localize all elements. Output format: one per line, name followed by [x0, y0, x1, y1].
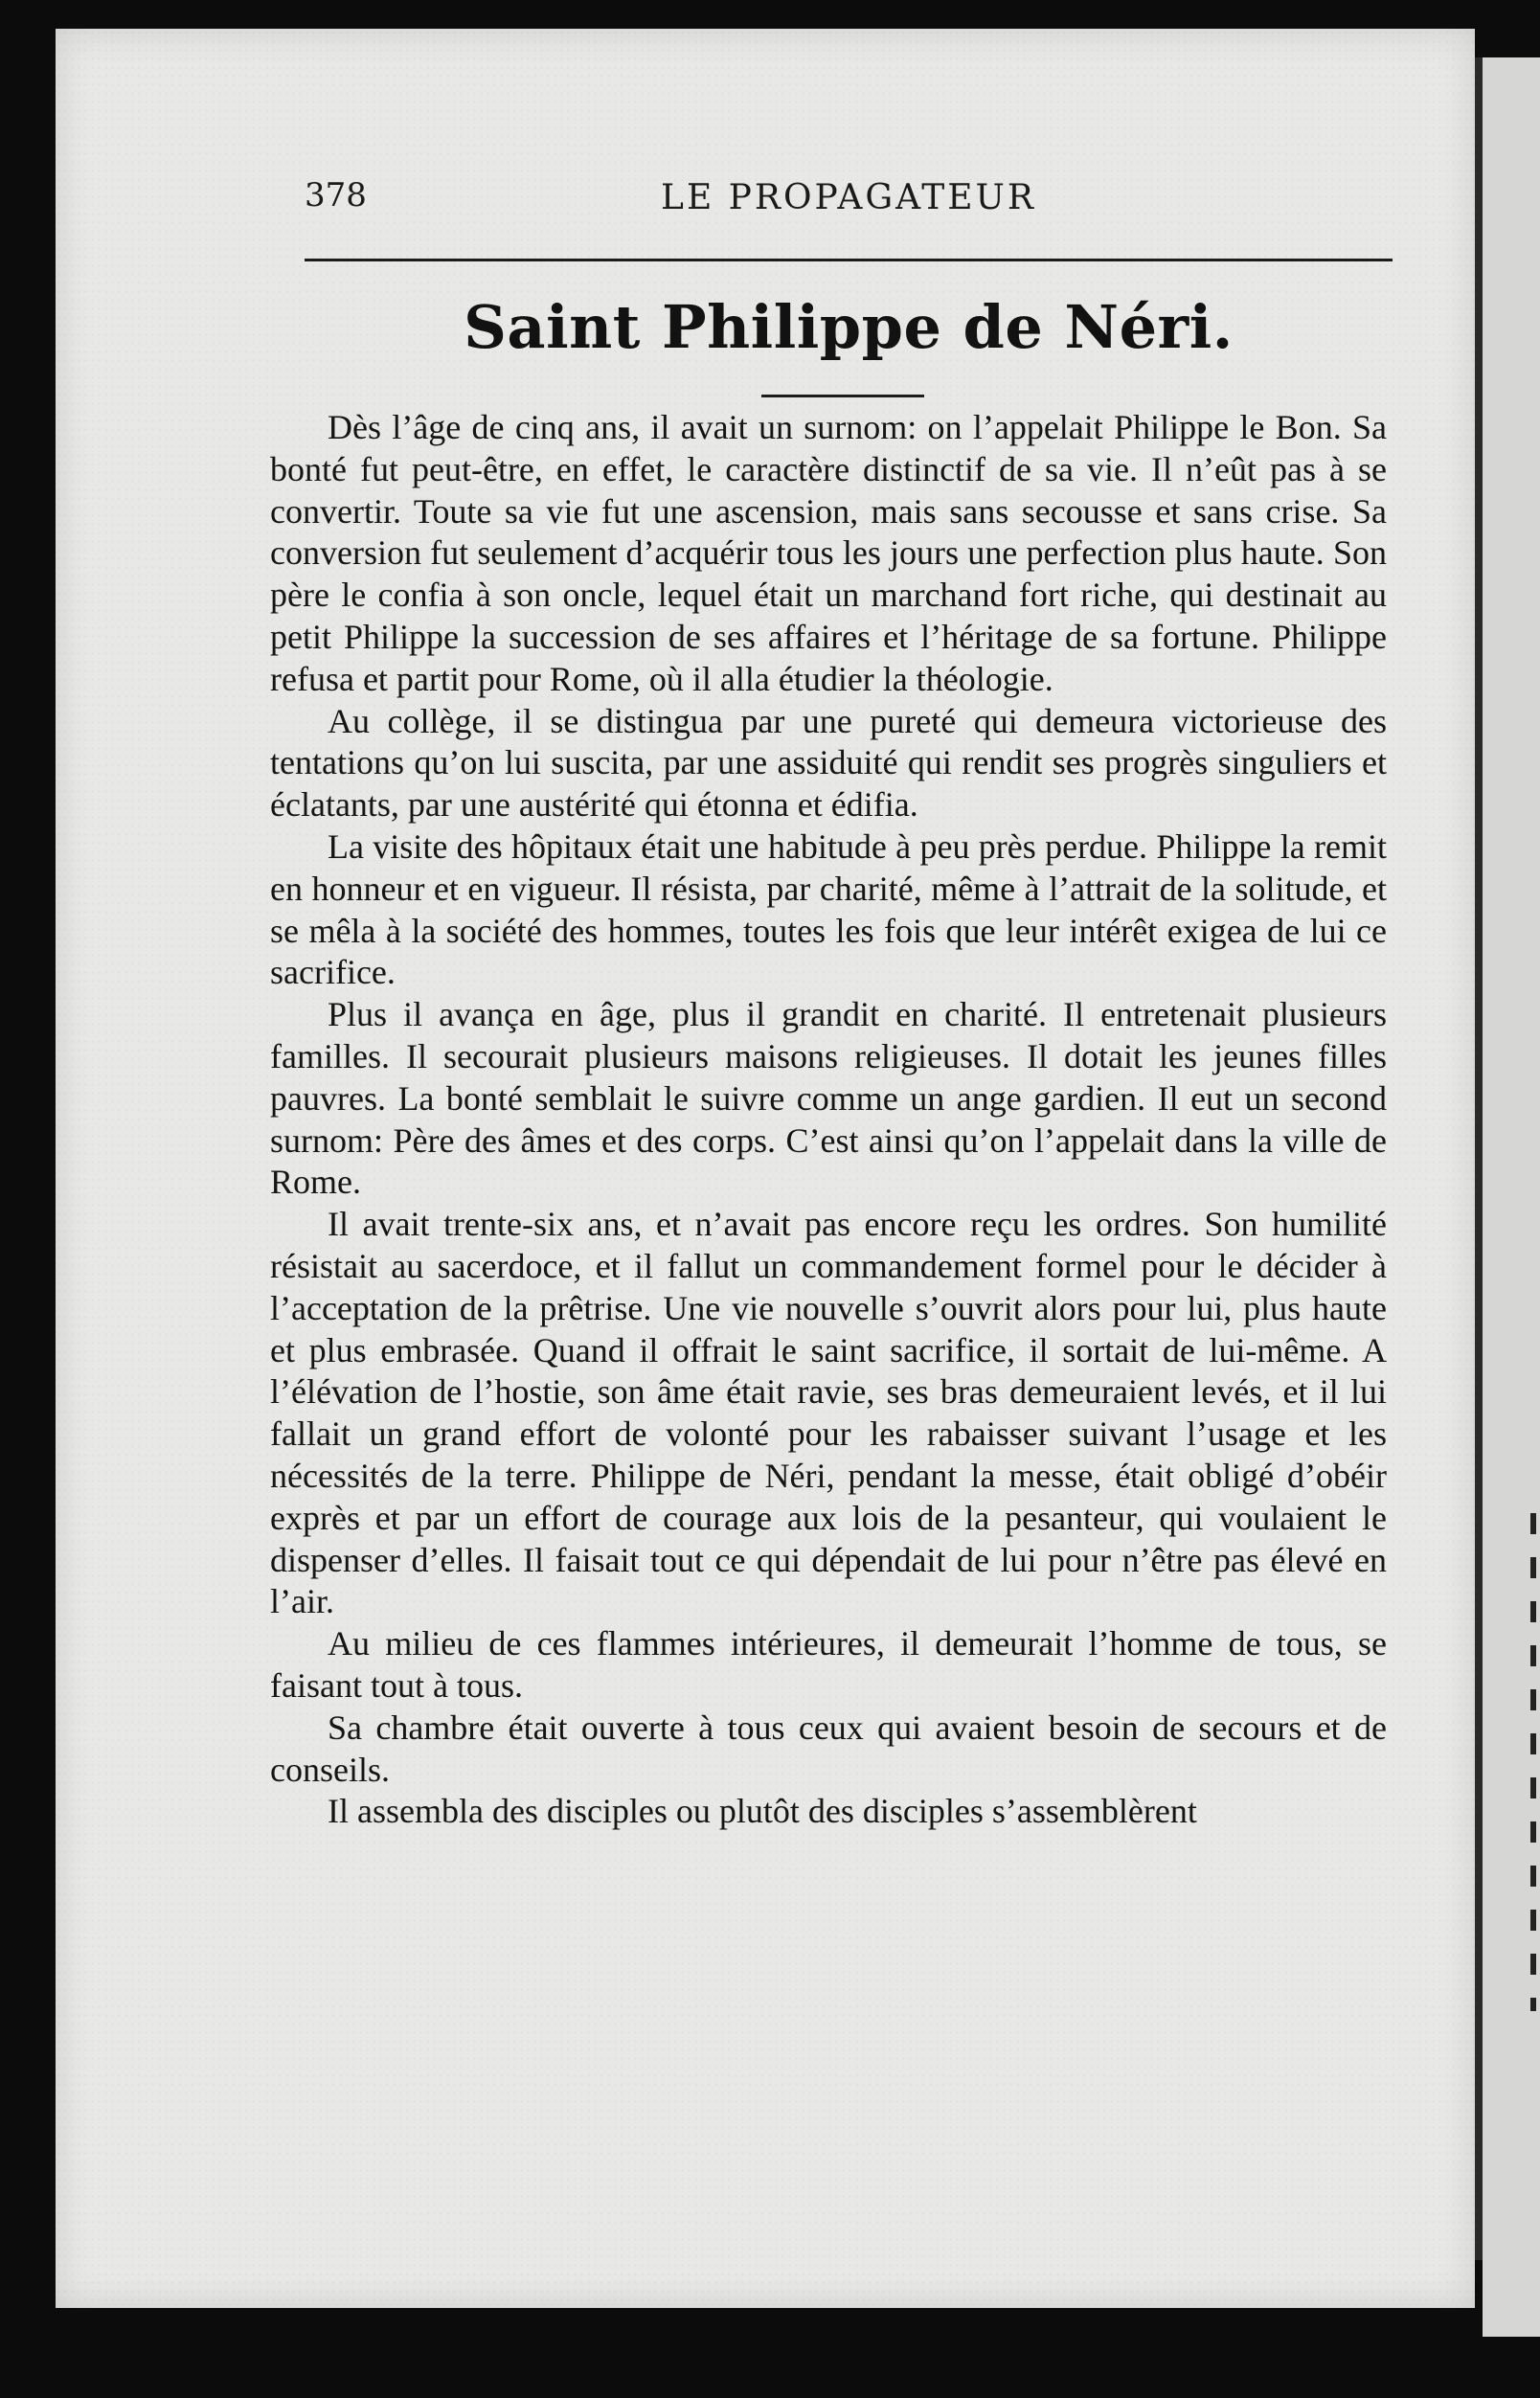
paragraph: Au collège, il se distingua par une pureté qui demeura victorieuse des tentations qu’on lui suscita, par une assiduité qui rendit ses progrès singuliers et éclatants, par une austérité qui étonna et édifia. — [270, 701, 1387, 825]
paragraph: La visite des hôpitaux était une habitude à peu près perdue. Philippe la remit en honneur et en vigueur. Il résista, par charité, même à l’attrait de la solitude, et se mêla à la société des hommes, toutes les fois que leur intérêt exigea de lui ce sacrifice. — [270, 826, 1387, 992]
article-body — [270, 407, 1387, 1833]
adjacent-page-text-fringe — [1530, 1513, 1536, 2011]
paragraph: Il assembla des disciples ou plutôt des disciples s’assemblèrent — [328, 1792, 1197, 1831]
paragraph: Plus il avança en âge, plus il grandit en charité. Il entretenait plusieurs familles. Il secourait plusieurs maisons religieuses. Il dotait les jeunes filles pauvres. La bonté semblait le suivre comme un ange gardien. Il eut un second surnom: Père des âmes et des corps. C’est ainsi qu’on l’appelait dans la ville de Rome. — [270, 995, 1387, 1202]
title-rule — [761, 395, 924, 397]
page-gutter-shadow — [1475, 57, 1483, 2260]
header-rule — [305, 259, 1393, 261]
paragraph: Il avait trente-six ans, et n’avait pas encore reçu les ordres. Son humilité résistait au sacerdoce, et il fallut un commandement formel pour le décider à l’acceptation de la prêtrise. Une vie nouvelle s’ouvrit alors pour lui, plus haute et plus embrasée. Quand il offrait le saint sacrifice, il sortait de lui-même. A l’élévation de l’hostie, son âme était ravie, ses bras demeuraient levés, et il lui fallait un grand effort de volonté pour les rabaisser suivant l’usage et les nécessités de la terre. Philippe de Néri, pendant la messe, était obligé d’obéir exprès et par un effort de courage aux lois de la pesanteur, qui voulaient le dispenser d’elles. Il faisait tout ce qui dépendait de lui pour n’être pas élevé en l’air. — [270, 1205, 1387, 1621]
page-number: 378 — [305, 176, 367, 215]
running-head: LE PROPAGATEUR — [661, 178, 1036, 217]
article-title: Saint Philippe de Néri. — [464, 292, 1234, 362]
page-header — [305, 172, 1393, 228]
paragraph: Dès l’âge de cinq ans, il avait un surnom: on l’appelait Philippe le Bon. Sa bonté fut peut-être, en effet, le caractère distinctif de sa vie. Il n’eût pas à se convertir. Toute sa vie fut une ascension, mais sans secousse et sans crise. Sa conversion fut seulement d’acquérir tous les jours une perfection plus haute. Son père le confia à son oncle, lequel était un marchand fort riche, qui destinait au petit Philippe la succession de ses affaires et l’héritage de sa fortune. Philippe refusa et partit pour Rome, où il alla étudier la théologie. — [270, 408, 1387, 698]
paragraph: Au milieu de ces flammes intérieures, il demeurait l’homme de tous, se faisant tout à tous. — [270, 1624, 1387, 1705]
paragraph: Sa chambre était ouverte à tous ceux qui avaient besoin de secours et de conseils. — [270, 1708, 1387, 1789]
